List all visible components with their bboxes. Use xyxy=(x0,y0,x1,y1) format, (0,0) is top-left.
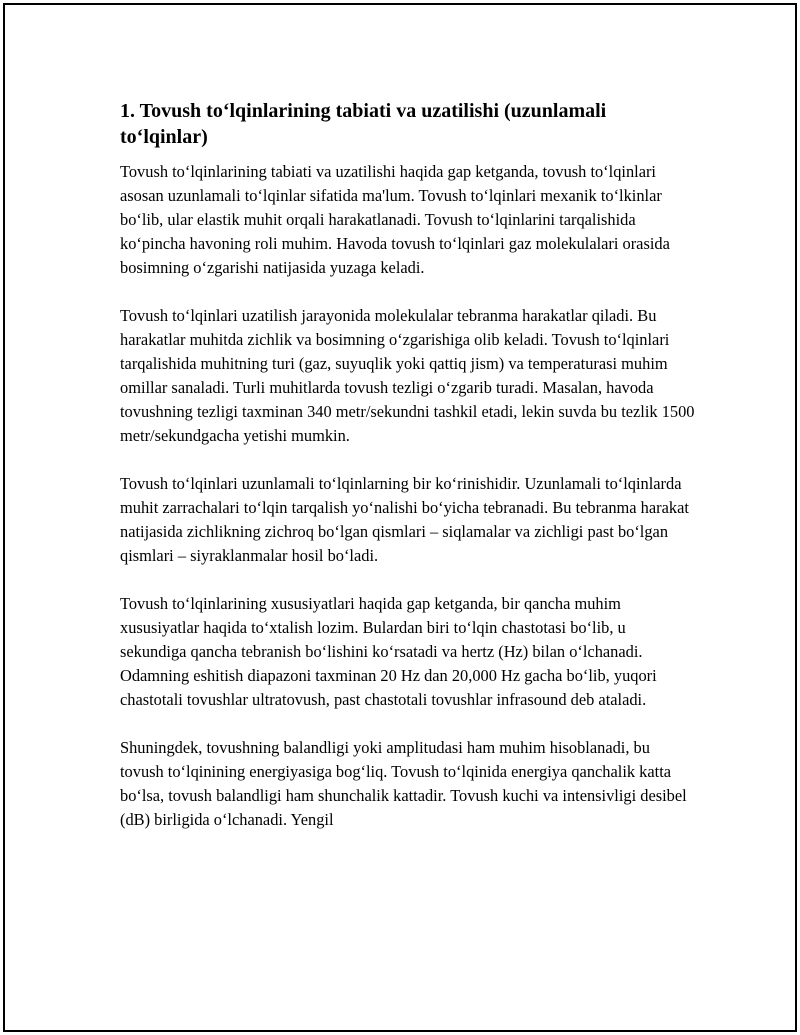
paragraph-5: Shuningdek, tovushning balandligi yoki amplitudasi ham muhim hisoblanadi, bu tovush to‘lqinining energiyasiga bog‘liq. Tovush to‘lqinida energiya qanchalik katta bo‘lsa, tovush balandligi ham shunchalik kattadir. Tovush kuchi va intensivligi desibel (dB) birligida o‘lchanadi. Yengil xyxy=(120,738,687,829)
paragraph-4: Tovush to‘lqinlarining xususiyatlari haqida gap ketganda, bir qancha muhim xususiyatlar haqida to‘xtalish lozim. Bulardan biri to‘lqin chastotasi bo‘lib, u sekundiga qancha tebranish bo‘lishini ko‘rsatadi va hertz (Hz) bilan o‘lchanadi. Odamning eshitish diapazoni taxminan 20 Hz dan 20,000 Hz gacha bo‘lib, yuqori chastotali tovushlar ultratovush, past chastotali tovushlar infrasound deb ataladi. xyxy=(120,594,657,709)
section-heading: 1. Tovush to‘lqinlarining tabiati va uzatilishi (uzunlamali to‘lqinlar) xyxy=(120,100,607,148)
paragraph-3: Tovush to‘lqinlari uzunlamali to‘lqinlarning bir ko‘rinishidir. Uzunlamali to‘lqinlarda muhit zarrachalari to‘lqin tarqalish yo‘nalishi bo‘yicha tebranadi. Bu tebranma harakat natijasida zichlikning zichroq bo‘lgan qismlari – siqlamalar va zichligi past bo‘lgan qismlari – siyraklanmalar hosil bo‘ladi. xyxy=(120,474,689,565)
paragraph-1: Tovush to‘lqinlarining tabiati va uzatilishi haqida gap ketganda, tovush to‘lqinlari asosan uzunlamali to‘lqinlar sifatida ma'lum. Tovush to‘lqinlari mexanik to‘lkinlar bo‘lib, ular elastik muhit orqali harakatlanadi. Tovush to‘lqinlarini tarqalishida ko‘pincha havoning roli muhim. Havoda tovush to‘lqinlari gaz molekulalari orasida bosimning o‘zgarishi natijasida yuzaga keladi. xyxy=(120,162,670,277)
page xyxy=(3,3,797,1032)
paragraph-2: Tovush to‘lqinlari uzatilish jarayonida molekulalar tebranma harakatlar qiladi. Bu harakatlar muhitda zichlik va bosimning o‘zgarishiga olib keladi. Tovush to‘lqinlari tarqalishida muhitning turi (gaz, suyuqlik yoki qattiq jism) va temperaturasi muhim omillar sanaladi. Turli muhitlarda tovush tezligi o‘zgarib turadi. Masalan, havoda tovushning tezligi taxminan 340 metr/sekundni tashkil etadi, lekin suvda bu tezlik 1500 metr/sekundgacha yetishi mumkin. xyxy=(120,306,695,445)
document-body xyxy=(120,98,695,856)
